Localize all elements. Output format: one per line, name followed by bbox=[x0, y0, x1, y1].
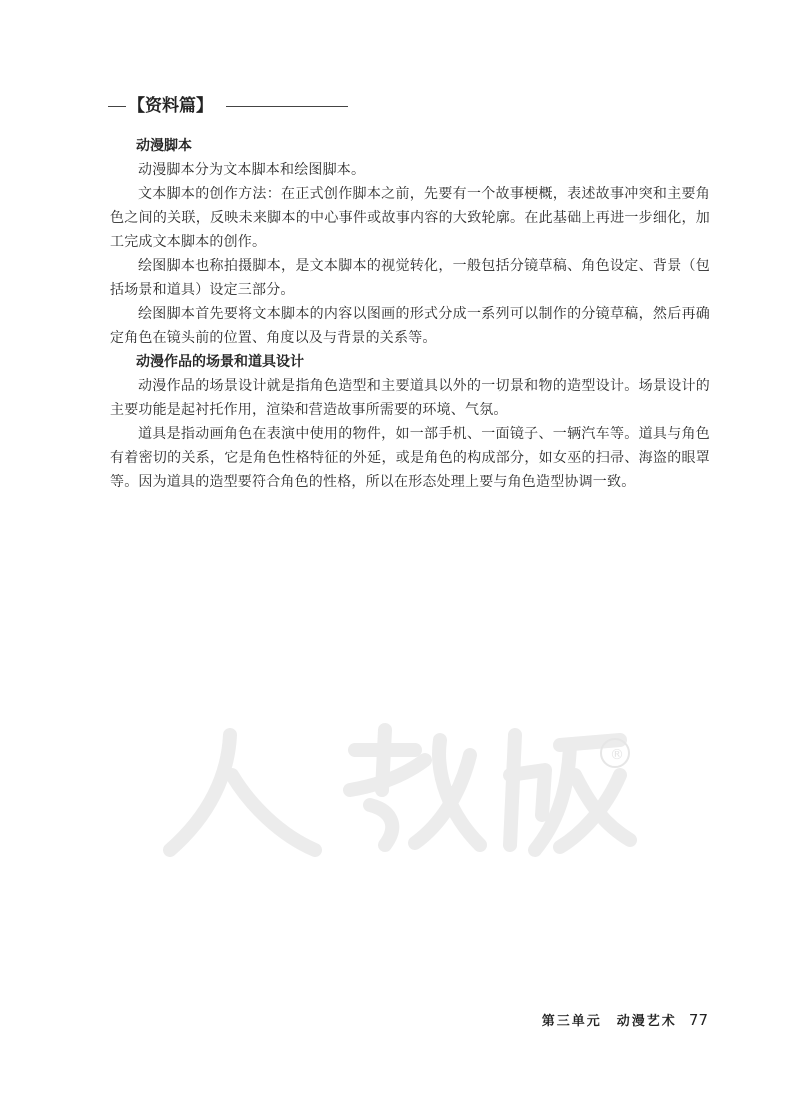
paragraph: 绘图脚本也称拍摄脚本，是文本脚本的视觉转化，一般包括分镜草稿、角色设定、背景（包括场景和道具）设定三部分。 bbox=[110, 258, 710, 298]
watermark-text: 人教版 bbox=[150, 715, 153, 716]
section-header bbox=[108, 92, 348, 120]
paragraph: 绘图脚本首先要将文本脚本的内容以图画的形式分成一系列可以制作的分镜草稿，然后再确定角色在镜头前的位置、角度以及与背景的关系等。 bbox=[110, 306, 710, 346]
paragraph: 文本脚本的创作方法：在正式创作脚本之前，先要有一个故事梗概，表述故事冲突和主要角色之间的关联，反映未来脚本的中心事件或故事内容的大致轮廓。在此基础上再进一步细化，加工完成文本脚本的创作。 bbox=[110, 186, 710, 250]
header-rule-left bbox=[108, 106, 126, 107]
paragraph: 动漫作品的场景设计就是指角色造型和主要道具以外的一切景和物的造型设计。场景设计的主要功能是起衬托作用，渲染和营造故事所需要的环境、气氛。 bbox=[110, 378, 710, 418]
publisher-watermark bbox=[150, 715, 650, 865]
registered-mark: ® bbox=[610, 747, 624, 763]
header-rule-right bbox=[226, 106, 348, 107]
unit-label: 第三单元 动漫艺术 bbox=[541, 1014, 677, 1029]
paragraph: 道具是指动画角色在表演中使用的物件，如一部手机、一面镜子、一辆汽车等。道具与角色有着密切的关系，它是角色性格特征的外延，或是角色的构成部分，如女巫的扫帚、海盗的眼罩等。因为道具的造型要符合角色的性格，所以在形态处理上要与角色造型协调一致。 bbox=[110, 426, 710, 490]
section-title: 【资料篇】 bbox=[128, 96, 213, 116]
page-footer bbox=[542, 1010, 708, 1029]
heading-script: 动漫脚本 bbox=[136, 138, 192, 154]
article-body bbox=[110, 134, 710, 494]
heading-scene-props: 动漫作品的场景和道具设计 bbox=[136, 354, 304, 370]
paragraph: 动漫脚本分为文本脚本和绘图脚本。 bbox=[138, 162, 366, 178]
page-number: 77 bbox=[688, 1011, 708, 1029]
